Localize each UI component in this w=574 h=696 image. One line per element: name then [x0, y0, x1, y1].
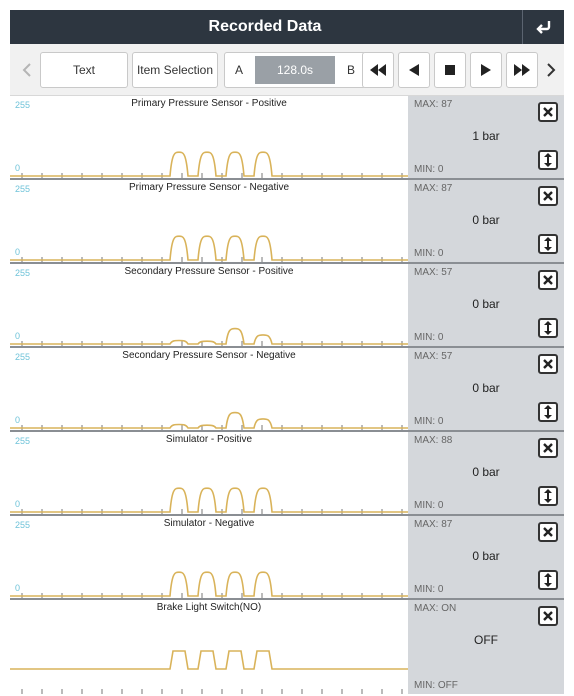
fast-forward-icon: [514, 64, 530, 76]
min-value: MIN: 0: [414, 332, 444, 343]
max-value: MAX: 88: [414, 435, 453, 446]
current-value: 0 bar: [472, 381, 500, 395]
sensor-list: [10, 96, 564, 692]
step-back-button[interactable]: [398, 52, 430, 88]
max-value: MAX: 87: [414, 99, 453, 110]
sensor-label: Primary Pressure Sensor - Positive: [131, 98, 287, 109]
next-page-button[interactable]: [540, 52, 562, 88]
sensor-value-panel: [408, 516, 564, 598]
sensor-label: Simulator - Negative: [163, 518, 255, 529]
close-icon: [542, 526, 554, 538]
sensor-row: [10, 516, 564, 600]
y-axis-max: 255: [15, 352, 31, 362]
max-value: MAX: 57: [414, 351, 453, 362]
play-icon: [480, 64, 492, 76]
sensor-label: Brake Light Switch(NO): [156, 602, 262, 613]
sensor-graph: [10, 600, 408, 694]
fast-rewind-button[interactable]: [362, 52, 394, 88]
time-display: 128.0s: [255, 56, 335, 84]
stop-icon: [444, 64, 456, 76]
sensor-trace-line: [10, 329, 408, 344]
chevron-right-icon: [546, 62, 556, 78]
y-axis-min: 0: [15, 331, 21, 341]
close-icon: [542, 442, 554, 454]
sensor-graph: [10, 432, 408, 514]
y-axis-min: 0: [15, 415, 21, 425]
y-axis-min: 0: [15, 247, 21, 257]
max-value: MAX: 57: [414, 267, 453, 278]
sensor-label: Simulator - Positive: [165, 434, 253, 445]
fast-forward-button[interactable]: [506, 52, 538, 88]
y-axis-max: 255: [15, 520, 31, 530]
min-value: MIN: 0: [414, 416, 444, 427]
sensor-row: [10, 432, 564, 516]
stop-button[interactable]: [434, 52, 466, 88]
sensor-row: [10, 600, 564, 694]
sensor-trace-line: [10, 236, 408, 260]
remove-item-button[interactable]: [538, 102, 558, 122]
toolbar: [10, 44, 564, 96]
sensor-value-panel: [408, 432, 564, 514]
current-value: 0 bar: [472, 297, 500, 311]
sensor-graph: [10, 96, 408, 178]
remove-item-button[interactable]: [538, 270, 558, 290]
sensor-graph: [10, 348, 408, 430]
min-value: MIN: 0: [414, 248, 444, 259]
sensor-row: [10, 96, 564, 180]
remove-item-button[interactable]: [538, 186, 558, 206]
step-back-icon: [408, 64, 420, 76]
close-icon: [542, 358, 554, 370]
sensor-trace: [10, 516, 408, 598]
remove-item-button[interactable]: [538, 438, 558, 458]
sensor-row: [10, 180, 564, 264]
marker-a-button[interactable]: A: [234, 63, 243, 77]
back-button[interactable]: [522, 10, 564, 44]
play-button[interactable]: [470, 52, 502, 88]
sensor-graph: [10, 180, 408, 262]
max-value: MAX: 87: [414, 519, 453, 530]
sensor-trace: [10, 432, 408, 514]
marker-b-button[interactable]: B: [346, 63, 355, 77]
y-axis-min: 0: [15, 163, 21, 173]
expand-vertical-icon: [543, 573, 553, 587]
y-axis-max: 255: [15, 268, 31, 278]
resize-graph-button[interactable]: [538, 570, 558, 590]
close-icon: [542, 190, 554, 202]
y-axis-max: 255: [15, 100, 31, 110]
remove-item-button[interactable]: [538, 522, 558, 542]
time-range-selector: [224, 52, 366, 88]
y-axis-max: 255: [15, 436, 31, 446]
y-axis-min: 0: [15, 499, 21, 509]
max-value: MAX: ON: [414, 603, 457, 614]
resize-graph-button[interactable]: [538, 150, 558, 170]
sensor-row: [10, 348, 564, 432]
sensor-trace: [10, 96, 408, 178]
sensor-row: [10, 264, 564, 348]
fast-rewind-icon: [370, 64, 386, 76]
min-value: MIN: OFF: [414, 680, 458, 691]
sensor-trace: [10, 600, 408, 694]
sensor-trace-line: [10, 152, 408, 176]
sensor-value-panel: [408, 348, 564, 430]
sensor-value-panel: [408, 180, 564, 262]
text-button[interactable]: Text: [40, 52, 128, 88]
resize-graph-button[interactable]: [538, 402, 558, 422]
resize-graph-button[interactable]: [538, 486, 558, 506]
chevron-left-icon: [22, 62, 32, 78]
sensor-graph: [10, 264, 408, 346]
sensor-label: Secondary Pressure Sensor - Negative: [122, 350, 296, 361]
page-title: Recorded Data: [208, 18, 322, 35]
close-icon: [542, 610, 554, 622]
expand-vertical-icon: [543, 405, 553, 419]
current-value: 0 bar: [472, 549, 500, 563]
sensor-graph: [10, 516, 408, 598]
current-value: 0 bar: [472, 465, 500, 479]
y-axis-max: 255: [15, 184, 31, 194]
sensor-trace-line: [10, 413, 408, 428]
sensor-trace-line: [10, 572, 408, 596]
sensor-trace: [10, 264, 408, 346]
sensor-trace-line: [10, 488, 408, 512]
max-value: MAX: 87: [414, 183, 453, 194]
min-value: MIN: 0: [414, 584, 444, 595]
y-axis-min: 0: [15, 583, 21, 593]
sensor-value-panel: [408, 600, 564, 694]
min-value: MIN: 0: [414, 164, 444, 175]
expand-vertical-icon: [543, 153, 553, 167]
resize-graph-button[interactable]: [538, 234, 558, 254]
sensor-label: Secondary Pressure Sensor - Positive: [124, 266, 294, 277]
current-value: 0 bar: [472, 213, 500, 227]
current-value: 1 bar: [472, 129, 500, 143]
title-bar: [10, 10, 564, 44]
close-icon: [542, 106, 554, 118]
expand-vertical-icon: [543, 489, 553, 503]
resize-graph-button[interactable]: [538, 318, 558, 338]
sensor-value-panel: [408, 264, 564, 346]
time-axis-ticks: [22, 689, 402, 694]
expand-vertical-icon: [543, 321, 553, 335]
close-icon: [542, 274, 554, 286]
sensor-label: Primary Pressure Sensor - Negative: [128, 182, 290, 193]
min-value: MIN: 0: [414, 500, 444, 511]
remove-item-button[interactable]: [538, 606, 558, 626]
expand-vertical-icon: [543, 237, 553, 251]
return-icon: [535, 19, 553, 35]
item-selection-button[interactable]: Item Selection: [132, 52, 218, 88]
current-value: OFF: [474, 633, 498, 647]
sensor-trace: [10, 180, 408, 262]
sensor-trace-line: [10, 651, 408, 669]
previous-page-button[interactable]: [16, 52, 38, 88]
sensor-trace: [10, 348, 408, 430]
sensor-value-panel: [408, 96, 564, 178]
remove-item-button[interactable]: [538, 354, 558, 374]
